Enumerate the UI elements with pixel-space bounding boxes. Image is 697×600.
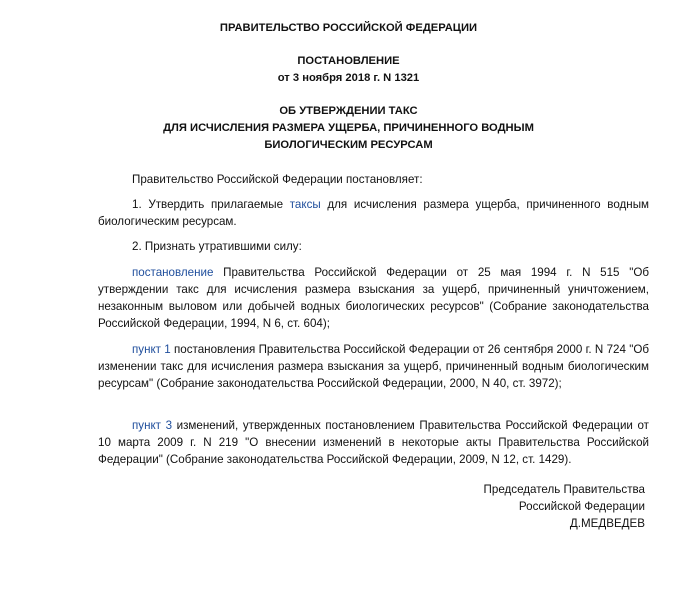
item-2-paragraph: 2. Признать утратившими силу: — [132, 240, 302, 253]
title-line-2: ДЛЯ ИСЧИСЛЕНИЯ РАЗМЕРА УЩЕРБА, ПРИЧИНЕННОГО ВОДНЫМ — [163, 122, 534, 134]
repealed-2-paragraph — [98, 341, 649, 392]
title-line-3: БИОЛОГИЧЕСКИМ РЕСУРСАМ — [264, 139, 433, 151]
title-line-1: ОБ УТВЕРЖДЕНИИ ТАКС — [279, 105, 418, 117]
repealed-1-paragraph — [98, 264, 649, 332]
signature-title: Председатель Правительства — [483, 483, 645, 496]
point-1-link[interactable]: пункт 1 — [132, 343, 171, 356]
document-type: ПОСТАНОВЛЕНИЕ — [297, 55, 400, 67]
government-heading: ПРАВИТЕЛЬСТВО РОССИЙСКОЙ ФЕДЕРАЦИИ — [219, 22, 478, 34]
signature-name: Д.МЕДВЕДЕВ — [569, 517, 645, 530]
item-1-suffix: для исчисления размера ущерба, причиненного водным биологическим ресурсам. — [98, 198, 650, 228]
intro-paragraph: Правительство Российской Федерации постановляет: — [132, 173, 423, 186]
repealed-3-paragraph — [98, 417, 649, 468]
resolution-515-link[interactable]: постановление — [132, 266, 214, 279]
item-1-paragraph — [98, 196, 649, 230]
document-date-number: от 3 ноября 2018 г. N 1321 — [277, 72, 420, 84]
repealed-2-text: постановления Правительства Российской Федерации от 26 сентября 2000 г. N 724 "Об изменении такс для исчисления размера взыскания за ущерб, причиненный водным биологическим ресурсам" (Собрание законодательства Российской Федерации, 2000, N 40, ст. 3972); — [98, 343, 649, 390]
point-3-link[interactable]: пункт 3 — [132, 419, 173, 432]
signature-org: Российской Федерации — [518, 500, 645, 513]
taxes-link[interactable]: таксы — [289, 198, 321, 211]
repealed-1-text: Правительства Российской Федерации от 25 мая 1994 г. N 515 "Об утверждении такс для исчисления размера взыскания за ущерб, причиненный уничтожением, незаконным выловом или добычей водных биологических ресурсов" (Собрание законодательства Российской Федерации, 1994, N 6, ст. 604); — [98, 266, 649, 330]
repealed-3-text: изменений, утвержденных постановлением Правительства Российской Федерации от 10 марта 2009 г. N 219 "О внесении изменений в некоторые акты Правительства Российской Федерации" (Собрание законодательства Российской Федерации, 2009, N 12, ст. 1429). — [98, 419, 649, 466]
item-1-prefix: 1. Утвердить прилагаемые — [132, 198, 290, 211]
